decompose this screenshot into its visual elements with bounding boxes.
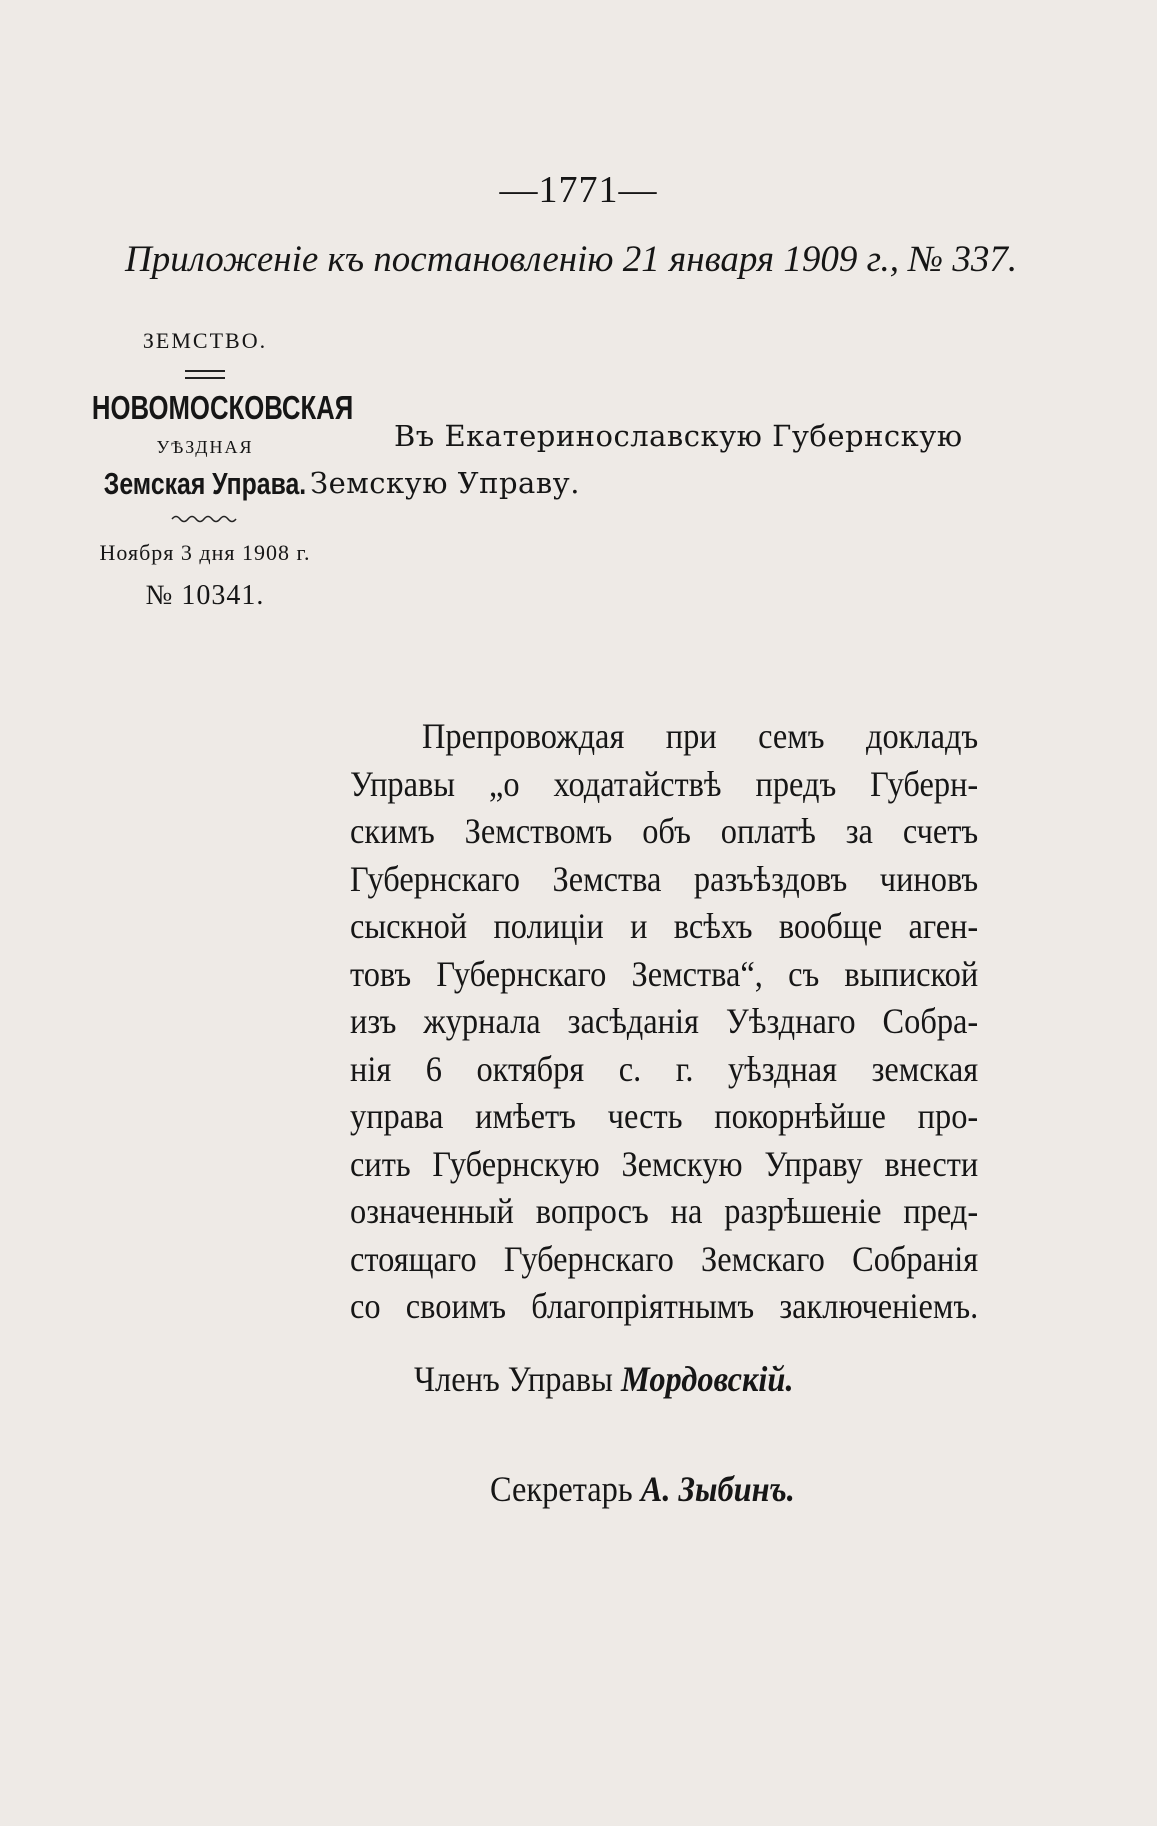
uezd-word: УѢЗДНАЯ: [156, 437, 254, 457]
body-line: нiя 6 октября с. г. уѣздная земская: [350, 1048, 979, 1089]
addressee-line-1: Въ Екатеринославскую Губернскую: [394, 419, 963, 453]
body-text: [350, 713, 978, 1331]
sender-block: [60, 328, 354, 612]
body-line: сить Губернскую Земскую Управу внести: [350, 1143, 979, 1184]
secretary-name: А. Зыбинъ.: [640, 1469, 795, 1509]
member-title: Членъ Управы: [414, 1359, 613, 1399]
body-line: сыскной полицiи и всѣхъ вообще аген-: [350, 906, 979, 946]
body-line: означенный вопросъ на разрѣшенiе пред-: [350, 1191, 979, 1231]
secretary-signature: [490, 1468, 795, 1510]
wavy-ornament-icon: [170, 512, 240, 524]
body-line: стоящаго Губернскаго Земскаго Собранiя: [350, 1238, 979, 1279]
body-line: скимъ Земствомъ объ оплатѣ за счетъ: [350, 811, 979, 851]
body-line: Препровождая при семъ докладъ: [422, 716, 979, 756]
body-line: Управы „о ходатайствѣ предъ Губерн-: [350, 763, 979, 804]
body-line: изъ журнала засѣданiя Уѣзднаго Собра-: [350, 1001, 979, 1041]
body-line: товъ Губернскаго Земства“, съ выпиской: [350, 953, 979, 994]
body-line: со своимъ благопрiятнымъ заключенiемъ.: [350, 1286, 979, 1326]
zemstvo-label: ЗЕМСТВО.: [142, 328, 268, 353]
member-name: Мордовскiй.: [620, 1359, 794, 1399]
uprava-name: Земская Управа.: [103, 466, 307, 501]
document-date: Ноября 3 дня 1908 г.: [99, 540, 311, 565]
secretary-title: Секретарь: [490, 1469, 633, 1509]
body-line: управа имѣетъ честь покорнѣйше про-: [350, 1096, 979, 1136]
document-number: № 10341.: [145, 580, 265, 611]
addressee-line-2: Земскую Управу.: [310, 466, 580, 500]
page-number: —1771—: [499, 169, 658, 211]
uezd-name: НОВОМОСКОВСКАЯ: [91, 389, 354, 426]
addressee: [310, 413, 992, 507]
double-rule-divider: [185, 370, 225, 379]
member-signature: [414, 1358, 794, 1400]
appendix-reference: Приложенiе къ постановленiю 21 января 1909 г., № 337.: [125, 239, 1018, 280]
body-line: Губернскаго Земства разъѣздовъ чиновъ: [350, 858, 979, 899]
